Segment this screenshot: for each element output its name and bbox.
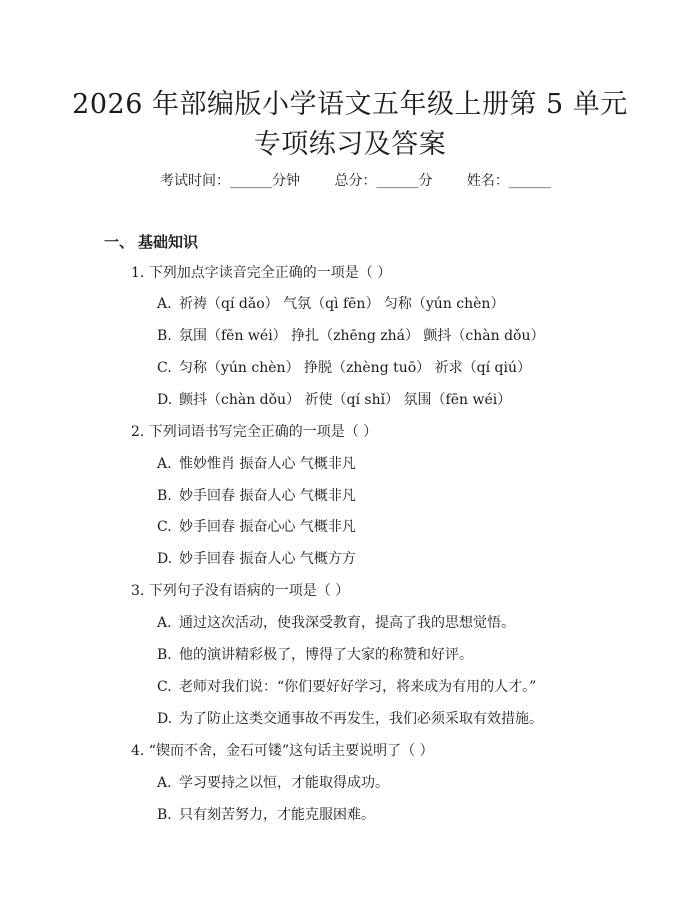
option-letter: D. bbox=[157, 551, 173, 567]
option-text: 只有刻苦努力，才能克服困难。 bbox=[179, 807, 375, 823]
option-letter: B. bbox=[157, 647, 172, 663]
total-score: 总分：______分 bbox=[334, 173, 433, 189]
option-letter: C. bbox=[157, 519, 172, 535]
question-option bbox=[157, 357, 531, 377]
question-option bbox=[157, 708, 543, 728]
option-text: 祈祷（qí dǎo） 气氛（qì fēn） 匀称（yún chèn） bbox=[179, 296, 505, 312]
option-text: 学习要持之以恒，才能取得成功。 bbox=[179, 775, 389, 791]
question-option bbox=[157, 485, 356, 505]
option-letter: B. bbox=[157, 328, 172, 344]
option-letter: D. bbox=[157, 711, 173, 727]
exam-time: 考试时间：______分钟 bbox=[160, 173, 300, 189]
question-option bbox=[157, 293, 504, 313]
option-text: 颤抖（chàn dǒu） 祈使（qí shǐ） 氛围（fēn wéi） bbox=[179, 392, 512, 408]
option-text: 他的演讲精彩极了，博得了大家的称赞和好评。 bbox=[179, 647, 473, 663]
option-letter: C. bbox=[157, 360, 172, 376]
option-letter: A. bbox=[157, 775, 172, 791]
option-text: 妙手回春 振奋人心 气概方方 bbox=[179, 551, 356, 567]
option-letter: A. bbox=[157, 296, 172, 312]
document-title-line-2: 专项练习及答案 bbox=[253, 129, 447, 160]
exam-info bbox=[160, 170, 551, 190]
option-letter: A. bbox=[157, 615, 172, 631]
option-letter: B. bbox=[157, 488, 172, 504]
option-text: 老师对我们说：“你们要好好学习，将来成为有用的人才。” bbox=[179, 679, 537, 695]
option-text: 妙手回春 振奋人心 气概非凡 bbox=[179, 488, 356, 504]
option-text: 为了防止这类交通事故不再发生，我们必须采取有效措施。 bbox=[179, 711, 543, 727]
question-option bbox=[157, 772, 389, 792]
question-option bbox=[157, 453, 356, 473]
student-name: 姓名：______ bbox=[466, 173, 551, 189]
question-option bbox=[157, 389, 511, 409]
question-stem: 4. “锲而不舍，金石可镂”这句话主要说明了（ ） bbox=[131, 743, 434, 759]
option-text: 惟妙惟肖 振奋人心 气概非凡 bbox=[179, 456, 356, 472]
question-stem: 3. 下列句子没有语病的一项是（ ） bbox=[131, 583, 350, 599]
option-letter: C. bbox=[157, 679, 172, 695]
option-text: 匀称（yún chèn） 挣脱（zhèng tuō） 祈求（qí qiú） bbox=[179, 360, 531, 376]
question-stem: 2. 下列词语书写完全正确的一项是（ ） bbox=[131, 424, 378, 440]
question-option bbox=[157, 676, 536, 696]
question-stem: 1. 下列加点字读音完全正确的一项是（ ） bbox=[131, 265, 392, 281]
option-text: 通过这次活动，使我深受教育，提高了我的思想觉悟。 bbox=[179, 615, 515, 631]
section-title: 基础知识 bbox=[138, 233, 199, 251]
section-heading bbox=[104, 231, 198, 252]
option-letter: B. bbox=[157, 807, 172, 823]
question-option bbox=[157, 804, 375, 824]
option-letter: D. bbox=[157, 392, 173, 408]
document-title-line-1: 2026 年部编版小学语文五年级上册第 5 单元 bbox=[72, 89, 628, 120]
option-text: 氛围（fēn wéi） 挣扎（zhēng zhá） 颤抖（chàn dǒu） bbox=[179, 328, 545, 344]
section-number: 一、 bbox=[104, 233, 135, 251]
question-option bbox=[157, 516, 356, 536]
question-option bbox=[157, 644, 473, 664]
question-option bbox=[157, 612, 515, 632]
question-option bbox=[157, 325, 545, 345]
question-option bbox=[157, 548, 356, 568]
option-letter: A. bbox=[157, 456, 172, 472]
option-text: 妙手回春 振奋心心 气概非凡 bbox=[179, 519, 356, 535]
